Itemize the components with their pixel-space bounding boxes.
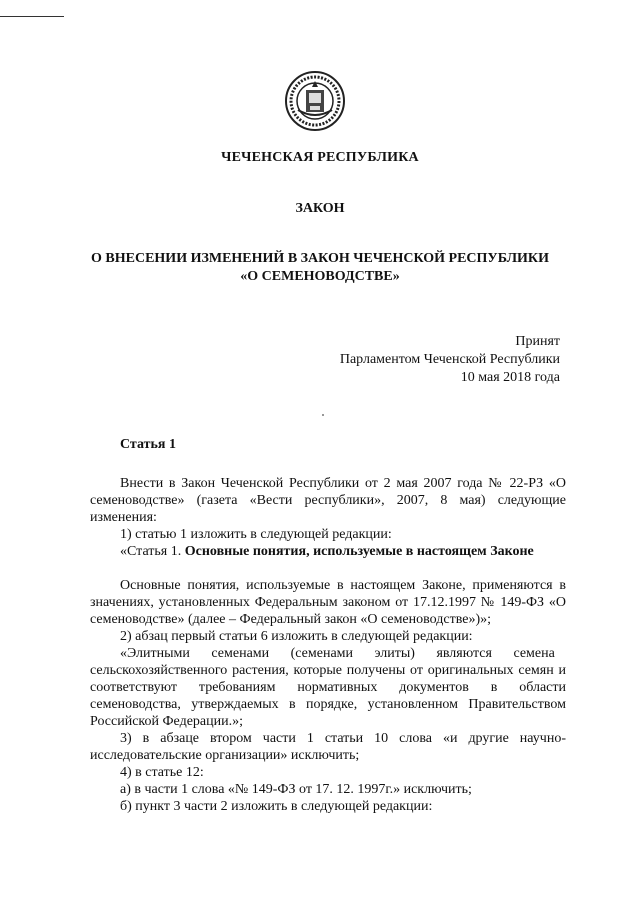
paragraph-elite-seeds-rest: сельскохозяйственного растения, которые получены от оригинальных семян и соответствуют требованиям нормативных документов в области семеноводства, утверждаемых в порядке, установленном Правительством Российской Федерации.»; bbox=[90, 663, 566, 729]
paragraph-definitions: Основные понятия, используемые в настоящем Законе, применяются в значениях, установленных Федеральным законом от 17.12.1997 № 149-ФЗ «О семеноводстве» (далее – Федеральный закон «О семеноводстве»)»; bbox=[90, 578, 566, 627]
coat-of-arms-icon bbox=[284, 70, 346, 132]
paragraph-item-4b: б) пункт 3 части 2 изложить в следующей редакции: bbox=[120, 799, 433, 814]
paragraph-item-4a: а) в части 1 слова «№ 149-ФЗ от 17. 12. 1997г.» исключить; bbox=[120, 782, 472, 797]
adopted-date: 10 мая 2018 года bbox=[460, 370, 560, 385]
paragraph-elite-seeds-line-1: «Элитными семенами (семенами элиты) являются семена bbox=[120, 646, 555, 661]
document-type: ЗАКОН bbox=[295, 201, 345, 216]
article-heading: Статья 1 bbox=[120, 437, 176, 452]
paragraph-intro: Внести в Закон Чеченской Республики от 2 мая 2007 года № 22-РЗ «О семеноводстве» (газета «Вести республики», 2007, 8 мая) следующие изменения: bbox=[90, 476, 566, 525]
adoption-block bbox=[340, 333, 560, 387]
republic-name: ЧЕЧЕНСКАЯ РЕСПУБЛИКА bbox=[221, 150, 419, 165]
paragraph-item-2: 2) абзац первый статьи 6 изложить в следующей редакции: bbox=[120, 629, 473, 644]
paragraph-gap bbox=[90, 560, 566, 577]
law-title-line-1: О ВНЕСЕНИИ ИЗМЕНЕНИЙ В ЗАКОН ЧЕЧЕНСКОЙ РЕСПУБЛИКИ bbox=[91, 251, 549, 266]
adopted-label: Принят bbox=[515, 334, 560, 349]
article-1-prefix: «Статья 1. bbox=[120, 544, 185, 559]
paragraph-item-1: 1) статью 1 изложить в следующей редакции: bbox=[120, 527, 392, 542]
adopted-by: Парламентом Чеченской Республики bbox=[339, 352, 560, 367]
scan-speck bbox=[322, 414, 324, 416]
paragraph-item-3: 3) в абзаце втором части 1 статьи 10 слова «и другие научно-исследовательские организации» исключить; bbox=[90, 731, 566, 763]
article-1-bold-title: Основные понятия, используемые в настоящем Законе bbox=[184, 544, 534, 559]
paragraph-item-4: 4) в статье 12: bbox=[120, 765, 204, 780]
paragraph-article-1-title bbox=[90, 543, 566, 560]
top-rule bbox=[0, 16, 64, 17]
law-title bbox=[0, 250, 640, 286]
article-body bbox=[90, 475, 566, 815]
law-title-line-2: «О СЕМЕНОВОДСТВЕ» bbox=[240, 269, 400, 284]
